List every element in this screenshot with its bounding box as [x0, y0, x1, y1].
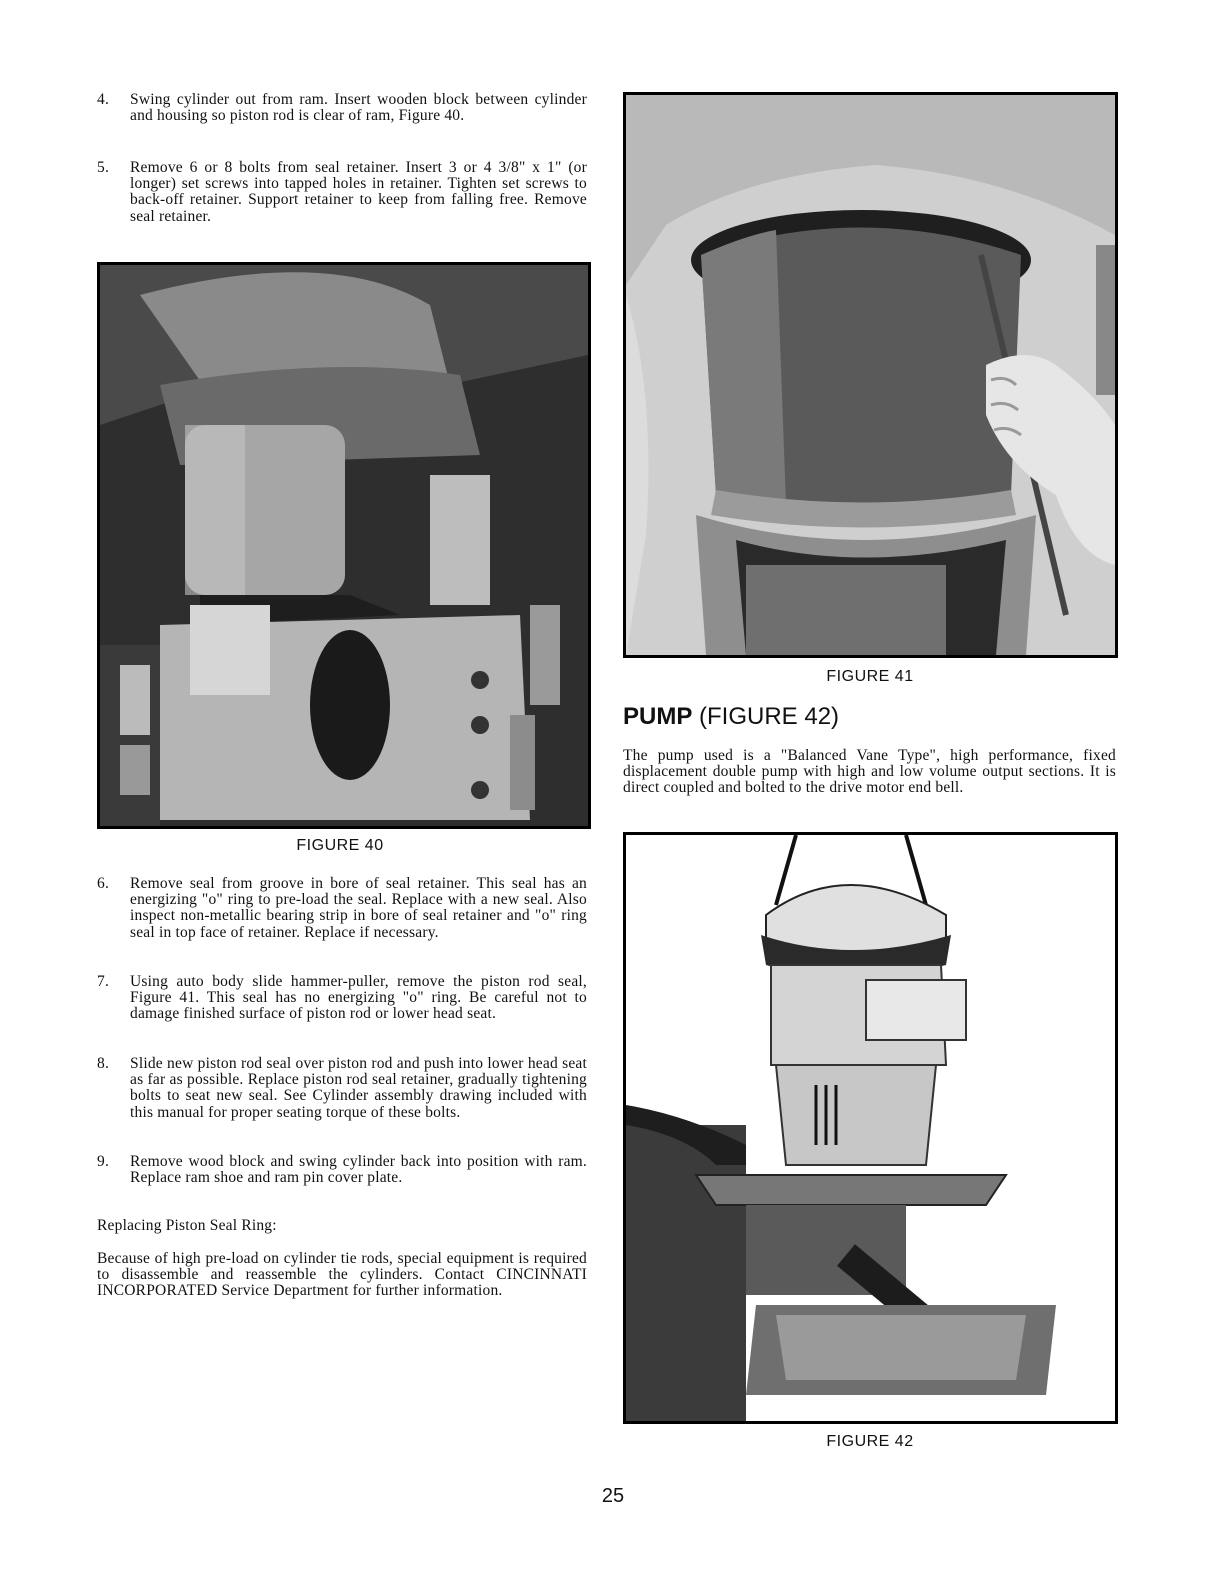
step-4	[97, 92, 587, 142]
figure-40-caption: FIGURE 40	[296, 837, 384, 854]
step-number: 8.	[97, 1055, 110, 1072]
figure-40-photo	[97, 262, 591, 829]
step-text: Swing cylinder out from ram. Insert wooden block between cylinder and housing so piston rod is clear of ram, Figure 40.	[130, 91, 587, 125]
step-number: 5.	[97, 159, 110, 176]
piston-seal-heading: Replacing Piston Seal Ring:	[97, 1217, 277, 1234]
figure-42-caption: FIGURE 42	[826, 1433, 914, 1450]
step-7	[97, 974, 587, 1040]
figure-42-photo	[623, 832, 1118, 1424]
page-number: 25	[601, 1485, 625, 1507]
step-6	[97, 876, 587, 958]
step-number: 4.	[97, 91, 110, 108]
step-9	[97, 1154, 587, 1204]
step-5	[97, 160, 587, 242]
figure-41-caption: FIGURE 41	[826, 668, 914, 685]
pump-section-title	[623, 703, 839, 731]
pump-paragraph: The pump used is a "Balanced Vane Type", high performance, fixed displacement double pump with high and low volume output sections. It is direct coupled and bolted to the drive motor end bell.	[623, 747, 1116, 797]
figure-41-photo	[623, 92, 1118, 658]
step-text: Remove seal from groove in bore of seal retainer. This seal has an energizing "o" ring to pre-load the seal. Replace with a new seal. Also inspect non-metallic bearing strip in bore of seal retainer and "o" ring seal in top face of retainer. Replace if necessary.	[130, 875, 587, 941]
step-number: 6.	[97, 875, 110, 892]
piston-seal-paragraph: Because of high pre-load on cylinder tie rods, special equipment is required to disassemble and reassemble the cylinders. Contact CINCINNATI INCORPORATED Service Department for further information.	[97, 1250, 587, 1300]
step-text: Remove 6 or 8 bolts from seal retainer. Insert 3 or 4 3/8" x 1" (or longer) set screws into tapped holes in retainer. Tighten set screws to back-off retainer. Support retainer to keep from falling free. Remove seal retainer.	[130, 159, 587, 225]
step-8	[97, 1056, 587, 1138]
step-text: Remove wood block and swing cylinder back into position with ram. Replace ram shoe and ram pin cover plate.	[130, 1153, 587, 1187]
step-text: Slide new piston rod seal over piston rod and push into lower head seat as far as possible. Replace piston rod seal retainer, gradually tightening bolts to seat new seal. See Cylinder assembly drawing included with this manual for proper seating torque of these bolts.	[130, 1055, 587, 1121]
pump-title-bold: PUMP	[623, 703, 693, 730]
step-number: 9.	[97, 1153, 110, 1170]
pump-title-rest: (FIGURE 42)	[699, 703, 840, 730]
step-text: Using auto body slide hammer-puller, remove the piston rod seal, Figure 41. This seal has no energizing "o" ring. Be careful not to damage finished surface of piston rod or lower head seat.	[130, 973, 587, 1023]
step-number: 7.	[97, 973, 110, 990]
